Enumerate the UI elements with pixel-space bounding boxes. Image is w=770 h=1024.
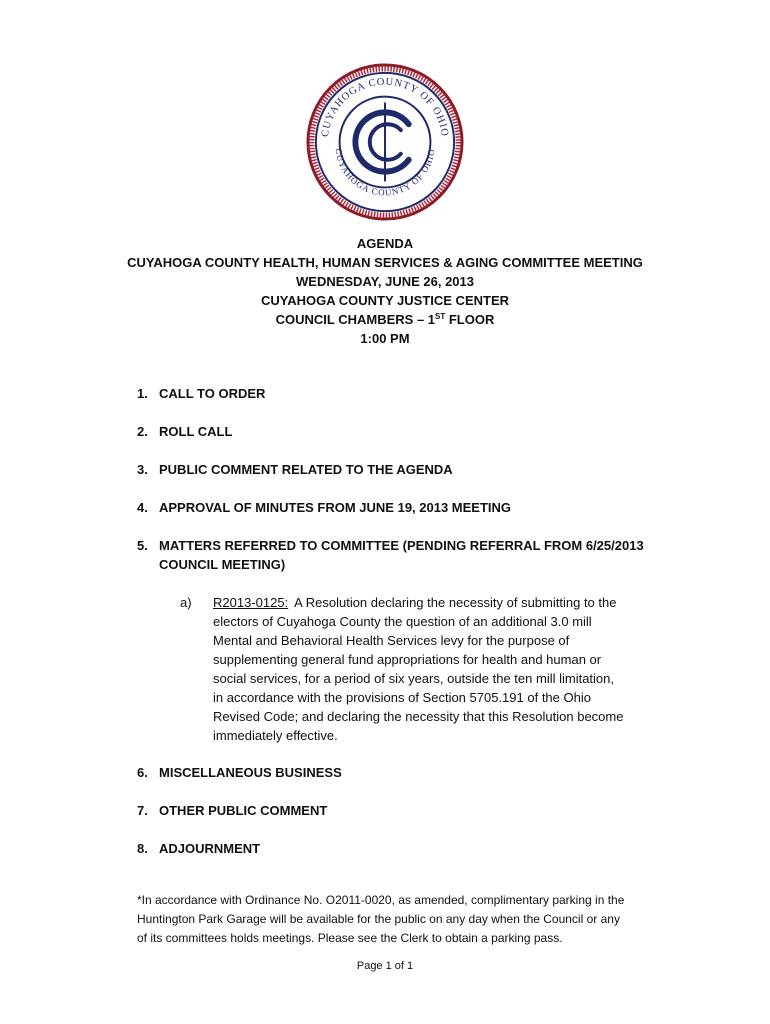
agenda-item-label: PUBLIC COMMENT RELATED TO THE AGENDA bbox=[159, 462, 453, 477]
agenda-item-call-to-order bbox=[137, 384, 657, 403]
resolution-line: immediately effective. bbox=[213, 728, 338, 743]
county-seal-icon bbox=[306, 63, 464, 221]
agenda-item-number: 3. bbox=[137, 462, 148, 477]
agenda-item-other-public-comment bbox=[137, 801, 657, 820]
meeting-room-sup: ST bbox=[435, 312, 446, 321]
agenda-item-label-continued: COUNCIL MEETING) bbox=[159, 557, 286, 572]
agenda-item-label: MATTERS REFERRED TO COMMITTEE (PENDING REFERRAL FROM 6/25/2013 bbox=[159, 538, 644, 553]
agenda-item-number: 6. bbox=[137, 765, 148, 780]
agenda-item-number: 2. bbox=[137, 424, 148, 439]
footnote-line: *In accordance with Ordinance No. O2011-0020, as amended, complimentary parking in the bbox=[137, 893, 625, 907]
resolution-line: social services, for a period of six years, outside the ten mill limitation, bbox=[213, 671, 615, 686]
resolution-line: supplementing general fund appropriations for health and human or bbox=[213, 652, 602, 667]
agenda-item-label: CALL TO ORDER bbox=[159, 386, 266, 401]
meeting-room-post: FLOOR bbox=[445, 312, 495, 327]
seal-ring-text-top: CUYAHOGA COUNTY OF OHIO bbox=[319, 76, 451, 138]
agenda-item-label: MISCELLANEOUS BUSINESS bbox=[159, 765, 342, 780]
seal-ring-text-bottom: CUYAHOGA COUNTY OF OHIO bbox=[333, 147, 437, 198]
agenda-item-number: 5. bbox=[137, 538, 148, 553]
resolution-text bbox=[213, 593, 658, 745]
resolution-line: A Resolution declaring the necessity of submitting to the bbox=[294, 595, 617, 610]
agenda-header bbox=[0, 234, 770, 348]
agenda-item-label: OTHER PUBLIC COMMENT bbox=[159, 803, 328, 818]
resolution-number: R2013-0125: bbox=[213, 595, 289, 610]
agenda-item-miscellaneous-business bbox=[137, 763, 657, 782]
committee-name: CUYAHOGA COUNTY HEALTH, HUMAN SERVICES & AGING COMMITTEE MEETING bbox=[127, 255, 643, 270]
agenda-item-number: 7. bbox=[137, 803, 148, 818]
footnote-line: of its committees holds meetings. Please see the Clerk to obtain a parking pass. bbox=[137, 931, 563, 945]
agenda-item-label: ADJOURNMENT bbox=[159, 841, 261, 856]
agenda-item-label: APPROVAL OF MINUTES FROM JUNE 19, 2013 MEETING bbox=[159, 500, 512, 515]
resolution-line: electors of Cuyahoga County the question of an additional 3.0 mill bbox=[213, 614, 592, 629]
resolution-line: Mental and Behavioral Health Services levy for the purpose of bbox=[213, 633, 570, 648]
agenda-item-number: 8. bbox=[137, 841, 148, 856]
page-number: Page 1 of 1 bbox=[356, 960, 414, 972]
agenda-item-public-comment bbox=[137, 460, 657, 479]
meeting-room bbox=[0, 310, 770, 329]
resolution-line: in accordance with the provisions of Section 5705.191 of the Ohio bbox=[213, 690, 591, 705]
agenda-title: AGENDA bbox=[356, 236, 414, 251]
meeting-room-pre: COUNCIL CHAMBERS – 1 bbox=[275, 312, 436, 327]
meeting-time: 1:00 PM bbox=[360, 331, 410, 346]
footnote-line: Huntington Park Garage will be available for the public on any day when the Council or any bbox=[137, 912, 620, 926]
agenda-item-number: 4. bbox=[137, 500, 148, 515]
agenda-item-roll-call bbox=[137, 422, 657, 441]
resolution-line: Revised Code; and declaring the necessity that this Resolution become bbox=[213, 709, 624, 724]
agenda-item-adjournment bbox=[137, 839, 657, 858]
agenda-item-matters-referred bbox=[137, 536, 657, 574]
agenda-item-number: 1. bbox=[137, 386, 148, 401]
agenda-item-label: ROLL CALL bbox=[159, 424, 233, 439]
meeting-venue: CUYAHOGA COUNTY JUSTICE CENTER bbox=[261, 293, 509, 308]
county-seal bbox=[306, 63, 464, 221]
subitem-letter: a) bbox=[180, 595, 192, 610]
meeting-date: WEDNESDAY, JUNE 26, 2013 bbox=[296, 274, 474, 289]
agenda-item-approval-of-minutes bbox=[137, 498, 657, 517]
parking-footnote bbox=[137, 891, 662, 948]
